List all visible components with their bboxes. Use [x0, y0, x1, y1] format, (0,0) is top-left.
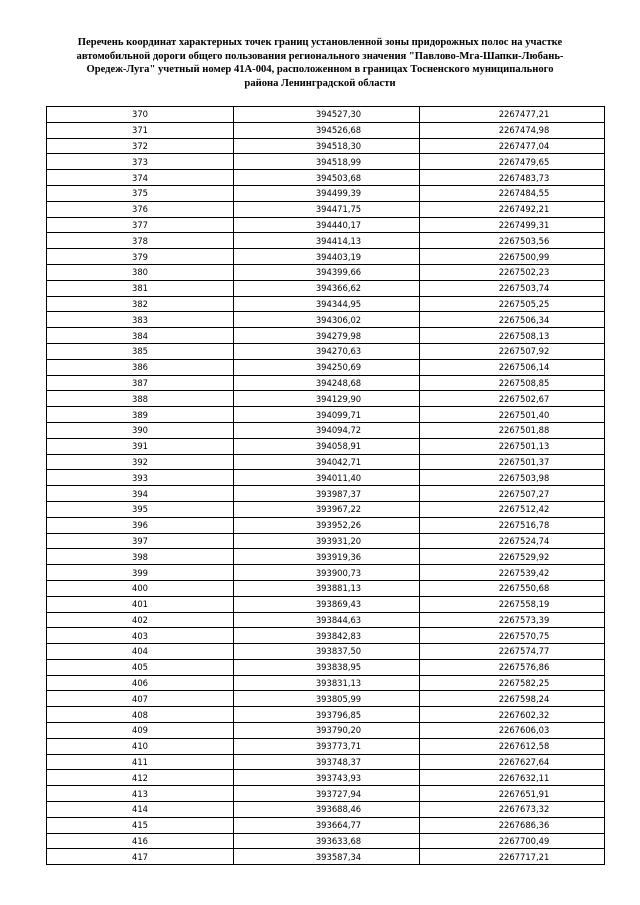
x-coordinate-cell: 393900,73: [234, 565, 420, 581]
table-row: [47, 644, 605, 660]
table-row: [47, 517, 605, 533]
table-row: [47, 375, 605, 391]
point-number-cell: 391: [47, 438, 234, 454]
point-number-cell: 378: [47, 233, 234, 249]
x-coordinate-cell: 394094,72: [234, 422, 420, 438]
table-row: [47, 154, 605, 170]
y-coordinate-cell: 2267558,19: [420, 596, 605, 612]
y-coordinate-cell: 2267717,21: [420, 849, 605, 865]
y-coordinate-cell: 2267502,67: [420, 391, 605, 407]
table-row: [47, 170, 605, 186]
point-number-cell: 398: [47, 549, 234, 565]
x-coordinate-cell: 394270,63: [234, 343, 420, 359]
point-number-cell: 384: [47, 328, 234, 344]
point-number-cell: 397: [47, 533, 234, 549]
y-coordinate-cell: 2267484,55: [420, 185, 605, 201]
table-row: [47, 296, 605, 312]
y-coordinate-cell: 2267507,92: [420, 343, 605, 359]
table-row: [47, 501, 605, 517]
x-coordinate-cell: 393844,63: [234, 612, 420, 628]
table-row: [47, 549, 605, 565]
y-coordinate-cell: 2267700,49: [420, 833, 605, 849]
table-row: [47, 217, 605, 233]
x-coordinate-cell: 393967,22: [234, 501, 420, 517]
x-coordinate-cell: 393773,71: [234, 738, 420, 754]
y-coordinate-cell: 2267524,74: [420, 533, 605, 549]
x-coordinate-cell: 393881,13: [234, 580, 420, 596]
y-coordinate-cell: 2267492,21: [420, 201, 605, 217]
point-number-cell: 401: [47, 596, 234, 612]
x-coordinate-cell: 394526,68: [234, 122, 420, 138]
point-number-cell: 400: [47, 580, 234, 596]
table-row: [47, 328, 605, 344]
point-number-cell: 376: [47, 201, 234, 217]
x-coordinate-cell: 394518,99: [234, 154, 420, 170]
point-number-cell: 382: [47, 296, 234, 312]
point-number-cell: 399: [47, 565, 234, 581]
table-row: [47, 233, 605, 249]
table-row: [47, 312, 605, 328]
x-coordinate-cell: 393748,37: [234, 754, 420, 770]
table-row: [47, 185, 605, 201]
x-coordinate-cell: 393664,77: [234, 817, 420, 833]
point-number-cell: 415: [47, 817, 234, 833]
x-coordinate-cell: 393633,68: [234, 833, 420, 849]
x-coordinate-cell: 394527,30: [234, 107, 420, 123]
y-coordinate-cell: 2267503,74: [420, 280, 605, 296]
x-coordinate-cell: 394399,66: [234, 264, 420, 280]
y-coordinate-cell: 2267529,92: [420, 549, 605, 565]
point-number-cell: 413: [47, 786, 234, 802]
y-coordinate-cell: 2267632,11: [420, 770, 605, 786]
table-row: [47, 138, 605, 154]
point-number-cell: 394: [47, 486, 234, 502]
table-row: [47, 407, 605, 423]
y-coordinate-cell: 2267501,88: [420, 422, 605, 438]
table-row: [47, 691, 605, 707]
document-title: [40, 36, 600, 90]
x-coordinate-cell: 393842,83: [234, 628, 420, 644]
x-coordinate-cell: 394099,71: [234, 407, 420, 423]
x-coordinate-cell: 393727,94: [234, 786, 420, 802]
title-line-4: района Ленинградской области: [244, 77, 396, 89]
point-number-cell: 404: [47, 644, 234, 660]
y-coordinate-cell: 2267477,21: [420, 107, 605, 123]
x-coordinate-cell: 394403,19: [234, 249, 420, 265]
y-coordinate-cell: 2267502,23: [420, 264, 605, 280]
y-coordinate-cell: 2267500,99: [420, 249, 605, 265]
table-row: [47, 849, 605, 865]
title-line-3: Оредеж-Луга" учетный номер 41А-004, расположенном в границах Тосненского муниципального: [86, 64, 554, 76]
table-row: [47, 723, 605, 739]
table-row: [47, 122, 605, 138]
table-row: [47, 422, 605, 438]
x-coordinate-cell: 394058,91: [234, 438, 420, 454]
table-row: [47, 628, 605, 644]
point-number-cell: 406: [47, 675, 234, 691]
point-number-cell: 385: [47, 343, 234, 359]
table-row: [47, 438, 605, 454]
x-coordinate-cell: 394279,98: [234, 328, 420, 344]
table-row: [47, 391, 605, 407]
x-coordinate-cell: 393688,46: [234, 802, 420, 818]
point-number-cell: 393: [47, 470, 234, 486]
x-coordinate-cell: 393987,37: [234, 486, 420, 502]
x-coordinate-cell: 394344,95: [234, 296, 420, 312]
y-coordinate-cell: 2267474,98: [420, 122, 605, 138]
x-coordinate-cell: 394414,13: [234, 233, 420, 249]
y-coordinate-cell: 2267507,27: [420, 486, 605, 502]
y-coordinate-cell: 2267501,13: [420, 438, 605, 454]
y-coordinate-cell: 2267477,04: [420, 138, 605, 154]
point-number-cell: 407: [47, 691, 234, 707]
x-coordinate-cell: 394503,68: [234, 170, 420, 186]
y-coordinate-cell: 2267598,24: [420, 691, 605, 707]
table-row: [47, 754, 605, 770]
table-row: [47, 802, 605, 818]
y-coordinate-cell: 2267576,86: [420, 659, 605, 675]
y-coordinate-cell: 2267539,42: [420, 565, 605, 581]
x-coordinate-cell: 394440,17: [234, 217, 420, 233]
point-number-cell: 408: [47, 707, 234, 723]
y-coordinate-cell: 2267516,78: [420, 517, 605, 533]
y-coordinate-cell: 2267512,42: [420, 501, 605, 517]
x-coordinate-cell: 394250,69: [234, 359, 420, 375]
table-row: [47, 343, 605, 359]
table-row: [47, 786, 605, 802]
point-number-cell: 409: [47, 723, 234, 739]
table-row: [47, 249, 605, 265]
point-number-cell: 370: [47, 107, 234, 123]
x-coordinate-cell: 393931,20: [234, 533, 420, 549]
table-row: [47, 486, 605, 502]
point-number-cell: 403: [47, 628, 234, 644]
x-coordinate-cell: 393919,36: [234, 549, 420, 565]
point-number-cell: 417: [47, 849, 234, 865]
y-coordinate-cell: 2267573,39: [420, 612, 605, 628]
y-coordinate-cell: 2267479,65: [420, 154, 605, 170]
y-coordinate-cell: 2267574,77: [420, 644, 605, 660]
x-coordinate-cell: 393805,99: [234, 691, 420, 707]
point-number-cell: 372: [47, 138, 234, 154]
title-line-1: Перечень координат характерных точек границ установленной зоны придорожных полос на участке: [77, 37, 563, 48]
point-number-cell: 386: [47, 359, 234, 375]
table-row: [47, 533, 605, 549]
point-number-cell: 388: [47, 391, 234, 407]
table-row: [47, 738, 605, 754]
point-number-cell: 390: [47, 422, 234, 438]
table-row: [47, 107, 605, 123]
y-coordinate-cell: 2267503,56: [420, 233, 605, 249]
x-coordinate-cell: 394306,02: [234, 312, 420, 328]
x-coordinate-cell: 394471,75: [234, 201, 420, 217]
y-coordinate-cell: 2267483,73: [420, 170, 605, 186]
y-coordinate-cell: 2267501,37: [420, 454, 605, 470]
table-row: [47, 470, 605, 486]
x-coordinate-cell: 394366,62: [234, 280, 420, 296]
x-coordinate-cell: 394011,40: [234, 470, 420, 486]
y-coordinate-cell: 2267503,98: [420, 470, 605, 486]
table-row: [47, 675, 605, 691]
point-number-cell: 389: [47, 407, 234, 423]
x-coordinate-cell: 393838,95: [234, 659, 420, 675]
point-number-cell: 414: [47, 802, 234, 818]
table-row: [47, 201, 605, 217]
table-row: [47, 596, 605, 612]
point-number-cell: 387: [47, 375, 234, 391]
y-coordinate-cell: 2267508,85: [420, 375, 605, 391]
x-coordinate-cell: 393869,43: [234, 596, 420, 612]
y-coordinate-cell: 2267627,64: [420, 754, 605, 770]
point-number-cell: 411: [47, 754, 234, 770]
point-number-cell: 402: [47, 612, 234, 628]
y-coordinate-cell: 2267651,91: [420, 786, 605, 802]
point-number-cell: 412: [47, 770, 234, 786]
point-number-cell: 392: [47, 454, 234, 470]
table-row: [47, 454, 605, 470]
point-number-cell: 371: [47, 122, 234, 138]
point-number-cell: 383: [47, 312, 234, 328]
point-number-cell: 395: [47, 501, 234, 517]
point-number-cell: 410: [47, 738, 234, 754]
point-number-cell: 405: [47, 659, 234, 675]
x-coordinate-cell: 393837,50: [234, 644, 420, 660]
table-row: [47, 770, 605, 786]
x-coordinate-cell: 394248,68: [234, 375, 420, 391]
point-number-cell: 379: [47, 249, 234, 265]
y-coordinate-cell: 2267505,25: [420, 296, 605, 312]
y-coordinate-cell: 2267508,13: [420, 328, 605, 344]
x-coordinate-cell: 393790,20: [234, 723, 420, 739]
y-coordinate-cell: 2267570,75: [420, 628, 605, 644]
x-coordinate-cell: 394129,90: [234, 391, 420, 407]
y-coordinate-cell: 2267550,68: [420, 580, 605, 596]
y-coordinate-cell: 2267686,36: [420, 817, 605, 833]
table-row: [47, 565, 605, 581]
point-number-cell: 377: [47, 217, 234, 233]
y-coordinate-cell: 2267506,14: [420, 359, 605, 375]
point-number-cell: 396: [47, 517, 234, 533]
table-row: [47, 707, 605, 723]
point-number-cell: 381: [47, 280, 234, 296]
table-row: [47, 264, 605, 280]
y-coordinate-cell: 2267612,58: [420, 738, 605, 754]
x-coordinate-cell: 394499,39: [234, 185, 420, 201]
x-coordinate-cell: 393587,34: [234, 849, 420, 865]
table-row: [47, 359, 605, 375]
point-number-cell: 373: [47, 154, 234, 170]
x-coordinate-cell: 393796,85: [234, 707, 420, 723]
coordinates-table: [46, 106, 605, 865]
x-coordinate-cell: 394518,30: [234, 138, 420, 154]
point-number-cell: 380: [47, 264, 234, 280]
title-line-2: автомобильной дороги общего пользования регионального значения "Павлово-Мга-Шапки-Любань-: [76, 50, 564, 62]
x-coordinate-cell: 394042,71: [234, 454, 420, 470]
table-row: [47, 817, 605, 833]
x-coordinate-cell: 393952,26: [234, 517, 420, 533]
y-coordinate-cell: 2267673,32: [420, 802, 605, 818]
y-coordinate-cell: 2267606,03: [420, 723, 605, 739]
x-coordinate-cell: 393831,13: [234, 675, 420, 691]
table-row: [47, 580, 605, 596]
point-number-cell: 416: [47, 833, 234, 849]
coordinates-table-body: [47, 107, 605, 865]
point-number-cell: 374: [47, 170, 234, 186]
y-coordinate-cell: 2267506,34: [420, 312, 605, 328]
y-coordinate-cell: 2267602,32: [420, 707, 605, 723]
table-row: [47, 612, 605, 628]
table-row: [47, 659, 605, 675]
table-row: [47, 833, 605, 849]
point-number-cell: 375: [47, 185, 234, 201]
y-coordinate-cell: 2267499,31: [420, 217, 605, 233]
y-coordinate-cell: 2267501,40: [420, 407, 605, 423]
x-coordinate-cell: 393743,93: [234, 770, 420, 786]
table-row: [47, 280, 605, 296]
y-coordinate-cell: 2267582,25: [420, 675, 605, 691]
